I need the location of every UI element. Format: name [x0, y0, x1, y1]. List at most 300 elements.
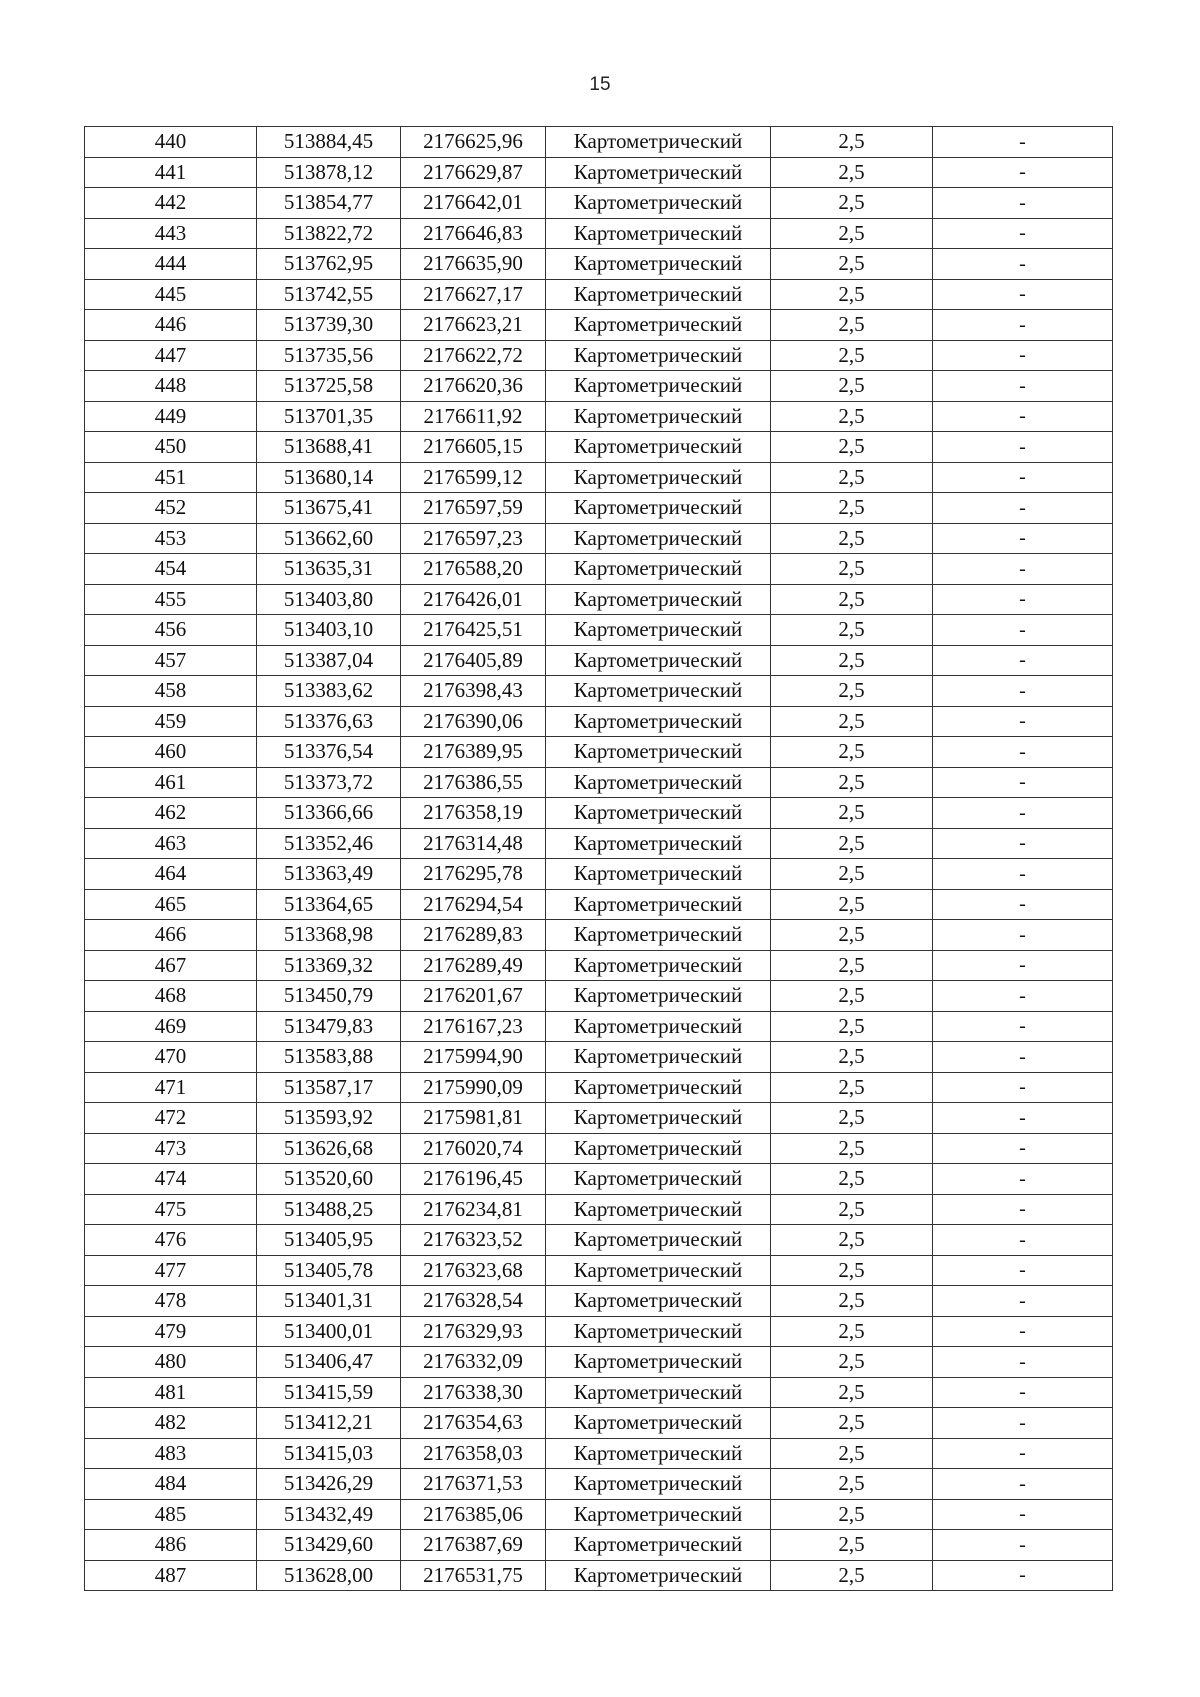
point-number-cell: 463 [85, 828, 257, 859]
y-coordinate-cell: 2176398,43 [401, 676, 546, 707]
accuracy-cell: 2,5 [771, 615, 933, 646]
note-cell: - [933, 981, 1113, 1012]
accuracy-cell: 2,5 [771, 1225, 933, 1256]
method-cell: Картометрический [546, 1194, 771, 1225]
note-cell: - [933, 1347, 1113, 1378]
note-cell: - [933, 1042, 1113, 1073]
note-cell: - [933, 340, 1113, 371]
y-coordinate-cell: 2176385,06 [401, 1499, 546, 1530]
x-coordinate-cell: 513701,35 [257, 401, 401, 432]
method-cell: Картометрический [546, 1438, 771, 1469]
point-number-cell: 450 [85, 432, 257, 463]
method-cell: Картометрический [546, 371, 771, 402]
coordinates-table-body [85, 127, 1113, 1591]
point-number-cell: 457 [85, 645, 257, 676]
accuracy-cell: 2,5 [771, 1408, 933, 1439]
x-coordinate-cell: 513387,04 [257, 645, 401, 676]
point-number-cell: 456 [85, 615, 257, 646]
point-number-cell: 470 [85, 1042, 257, 1073]
point-number-cell: 483 [85, 1438, 257, 1469]
y-coordinate-cell: 2176389,95 [401, 737, 546, 768]
point-number-cell: 467 [85, 950, 257, 981]
x-coordinate-cell: 513635,31 [257, 554, 401, 585]
x-coordinate-cell: 513680,14 [257, 462, 401, 493]
table-row [85, 249, 1113, 280]
point-number-cell: 474 [85, 1164, 257, 1195]
x-coordinate-cell: 513363,49 [257, 859, 401, 890]
y-coordinate-cell: 2176588,20 [401, 554, 546, 585]
note-cell: - [933, 462, 1113, 493]
note-cell: - [933, 493, 1113, 524]
y-coordinate-cell: 2176371,53 [401, 1469, 546, 1500]
accuracy-cell: 2,5 [771, 1316, 933, 1347]
note-cell: - [933, 1072, 1113, 1103]
table-row [85, 1011, 1113, 1042]
method-cell: Картометрический [546, 828, 771, 859]
table-row [85, 523, 1113, 554]
point-number-cell: 440 [85, 127, 257, 158]
table-row [85, 828, 1113, 859]
accuracy-cell: 2,5 [771, 523, 933, 554]
accuracy-cell: 2,5 [771, 1042, 933, 1073]
method-cell: Картометрический [546, 310, 771, 341]
method-cell: Картометрический [546, 737, 771, 768]
accuracy-cell: 2,5 [771, 1560, 933, 1591]
x-coordinate-cell: 513878,12 [257, 157, 401, 188]
method-cell: Картометрический [546, 218, 771, 249]
method-cell: Картометрический [546, 1011, 771, 1042]
method-cell: Картометрический [546, 188, 771, 219]
point-number-cell: 454 [85, 554, 257, 585]
accuracy-cell: 2,5 [771, 950, 933, 981]
table-row [85, 1072, 1113, 1103]
note-cell: - [933, 1499, 1113, 1530]
point-number-cell: 458 [85, 676, 257, 707]
method-cell: Картометрический [546, 1133, 771, 1164]
y-coordinate-cell: 2176605,15 [401, 432, 546, 463]
method-cell: Картометрический [546, 554, 771, 585]
method-cell: Картометрический [546, 1408, 771, 1439]
method-cell: Картометрический [546, 1347, 771, 1378]
point-number-cell: 473 [85, 1133, 257, 1164]
table-row [85, 1469, 1113, 1500]
y-coordinate-cell: 2176387,69 [401, 1530, 546, 1561]
note-cell: - [933, 1469, 1113, 1500]
accuracy-cell: 2,5 [771, 706, 933, 737]
method-cell: Картометрический [546, 249, 771, 280]
note-cell: - [933, 249, 1113, 280]
note-cell: - [933, 1316, 1113, 1347]
accuracy-cell: 2,5 [771, 859, 933, 890]
x-coordinate-cell: 513412,21 [257, 1408, 401, 1439]
y-coordinate-cell: 2176627,17 [401, 279, 546, 310]
x-coordinate-cell: 513429,60 [257, 1530, 401, 1561]
accuracy-cell: 2,5 [771, 401, 933, 432]
method-cell: Картометрический [546, 706, 771, 737]
y-coordinate-cell: 2176167,23 [401, 1011, 546, 1042]
accuracy-cell: 2,5 [771, 1347, 933, 1378]
note-cell: - [933, 1011, 1113, 1042]
table-row [85, 1560, 1113, 1591]
table-row [85, 1103, 1113, 1134]
point-number-cell: 460 [85, 737, 257, 768]
x-coordinate-cell: 513662,60 [257, 523, 401, 554]
note-cell: - [933, 1225, 1113, 1256]
accuracy-cell: 2,5 [771, 1530, 933, 1561]
point-number-cell: 461 [85, 767, 257, 798]
accuracy-cell: 2,5 [771, 920, 933, 951]
accuracy-cell: 2,5 [771, 1103, 933, 1134]
y-coordinate-cell: 2176623,21 [401, 310, 546, 341]
table-row [85, 157, 1113, 188]
point-number-cell: 484 [85, 1469, 257, 1500]
note-cell: - [933, 310, 1113, 341]
note-cell: - [933, 188, 1113, 219]
table-row [85, 1377, 1113, 1408]
accuracy-cell: 2,5 [771, 249, 933, 280]
point-number-cell: 475 [85, 1194, 257, 1225]
note-cell: - [933, 859, 1113, 890]
method-cell: Картометрический [546, 1042, 771, 1073]
y-coordinate-cell: 2176386,55 [401, 767, 546, 798]
accuracy-cell: 2,5 [771, 1377, 933, 1408]
note-cell: - [933, 1133, 1113, 1164]
x-coordinate-cell: 513628,00 [257, 1560, 401, 1591]
table-row [85, 340, 1113, 371]
point-number-cell: 441 [85, 157, 257, 188]
table-row [85, 1225, 1113, 1256]
y-coordinate-cell: 2176425,51 [401, 615, 546, 646]
accuracy-cell: 2,5 [771, 1438, 933, 1469]
point-number-cell: 462 [85, 798, 257, 829]
y-coordinate-cell: 2176323,68 [401, 1255, 546, 1286]
x-coordinate-cell: 513488,25 [257, 1194, 401, 1225]
x-coordinate-cell: 513426,29 [257, 1469, 401, 1500]
point-number-cell: 478 [85, 1286, 257, 1317]
x-coordinate-cell: 513415,03 [257, 1438, 401, 1469]
y-coordinate-cell: 2176642,01 [401, 188, 546, 219]
table-row [85, 1347, 1113, 1378]
x-coordinate-cell: 513368,98 [257, 920, 401, 951]
accuracy-cell: 2,5 [771, 981, 933, 1012]
note-cell: - [933, 1377, 1113, 1408]
accuracy-cell: 2,5 [771, 1499, 933, 1530]
x-coordinate-cell: 513587,17 [257, 1072, 401, 1103]
point-number-cell: 464 [85, 859, 257, 890]
note-cell: - [933, 1438, 1113, 1469]
table-row [85, 1438, 1113, 1469]
table-row [85, 401, 1113, 432]
note-cell: - [933, 218, 1113, 249]
table-row [85, 279, 1113, 310]
point-number-cell: 487 [85, 1560, 257, 1591]
accuracy-cell: 2,5 [771, 188, 933, 219]
page-number: 15 [589, 74, 611, 95]
table-row [85, 798, 1113, 829]
table-row [85, 1499, 1113, 1530]
point-number-cell: 486 [85, 1530, 257, 1561]
y-coordinate-cell: 2176314,48 [401, 828, 546, 859]
note-cell: - [933, 1560, 1113, 1591]
accuracy-cell: 2,5 [771, 279, 933, 310]
accuracy-cell: 2,5 [771, 889, 933, 920]
x-coordinate-cell: 513405,95 [257, 1225, 401, 1256]
y-coordinate-cell: 2176295,78 [401, 859, 546, 890]
x-coordinate-cell: 513626,68 [257, 1133, 401, 1164]
y-coordinate-cell: 2176329,93 [401, 1316, 546, 1347]
y-coordinate-cell: 2176629,87 [401, 157, 546, 188]
x-coordinate-cell: 513822,72 [257, 218, 401, 249]
table-row [85, 554, 1113, 585]
point-number-cell: 445 [85, 279, 257, 310]
table-row [85, 218, 1113, 249]
method-cell: Картометрический [546, 1164, 771, 1195]
accuracy-cell: 2,5 [771, 767, 933, 798]
table-row [85, 767, 1113, 798]
table-row [85, 1408, 1113, 1439]
point-number-cell: 469 [85, 1011, 257, 1042]
x-coordinate-cell: 513403,10 [257, 615, 401, 646]
table-row [85, 493, 1113, 524]
accuracy-cell: 2,5 [771, 1011, 933, 1042]
point-number-cell: 446 [85, 310, 257, 341]
x-coordinate-cell: 513383,62 [257, 676, 401, 707]
point-number-cell: 485 [85, 1499, 257, 1530]
point-number-cell: 451 [85, 462, 257, 493]
method-cell: Картометрический [546, 1225, 771, 1256]
x-coordinate-cell: 513725,58 [257, 371, 401, 402]
point-number-cell: 449 [85, 401, 257, 432]
table-row [85, 584, 1113, 615]
table-row [85, 645, 1113, 676]
note-cell: - [933, 798, 1113, 829]
method-cell: Картометрический [546, 157, 771, 188]
y-coordinate-cell: 2176597,23 [401, 523, 546, 554]
point-number-cell: 471 [85, 1072, 257, 1103]
note-cell: - [933, 371, 1113, 402]
note-cell: - [933, 1194, 1113, 1225]
table-row [85, 310, 1113, 341]
y-coordinate-cell: 2176358,19 [401, 798, 546, 829]
method-cell: Картометрический [546, 1255, 771, 1286]
note-cell: - [933, 706, 1113, 737]
accuracy-cell: 2,5 [771, 676, 933, 707]
table-row [85, 706, 1113, 737]
point-number-cell: 472 [85, 1103, 257, 1134]
table-row [85, 981, 1113, 1012]
accuracy-cell: 2,5 [771, 1286, 933, 1317]
point-number-cell: 448 [85, 371, 257, 402]
x-coordinate-cell: 513742,55 [257, 279, 401, 310]
table-row [85, 371, 1113, 402]
point-number-cell: 455 [85, 584, 257, 615]
table-row [85, 1255, 1113, 1286]
note-cell: - [933, 615, 1113, 646]
y-coordinate-cell: 2175990,09 [401, 1072, 546, 1103]
x-coordinate-cell: 513364,65 [257, 889, 401, 920]
point-number-cell: 466 [85, 920, 257, 951]
y-coordinate-cell: 2176332,09 [401, 1347, 546, 1378]
x-coordinate-cell: 513583,88 [257, 1042, 401, 1073]
x-coordinate-cell: 513479,83 [257, 1011, 401, 1042]
table-row [85, 950, 1113, 981]
point-number-cell: 442 [85, 188, 257, 219]
y-coordinate-cell: 2176201,67 [401, 981, 546, 1012]
method-cell: Картометрический [546, 676, 771, 707]
method-cell: Картометрический [546, 767, 771, 798]
table-row [85, 432, 1113, 463]
table-row [85, 859, 1113, 890]
y-coordinate-cell: 2176294,54 [401, 889, 546, 920]
accuracy-cell: 2,5 [771, 127, 933, 158]
x-coordinate-cell: 513450,79 [257, 981, 401, 1012]
y-coordinate-cell: 2176622,72 [401, 340, 546, 371]
x-coordinate-cell: 513405,78 [257, 1255, 401, 1286]
note-cell: - [933, 676, 1113, 707]
accuracy-cell: 2,5 [771, 1255, 933, 1286]
x-coordinate-cell: 513373,72 [257, 767, 401, 798]
table-row [85, 889, 1113, 920]
method-cell: Картометрический [546, 523, 771, 554]
x-coordinate-cell: 513735,56 [257, 340, 401, 371]
y-coordinate-cell: 2176426,01 [401, 584, 546, 615]
y-coordinate-cell: 2176354,63 [401, 1408, 546, 1439]
table-row [85, 920, 1113, 951]
note-cell: - [933, 554, 1113, 585]
x-coordinate-cell: 513762,95 [257, 249, 401, 280]
accuracy-cell: 2,5 [771, 798, 933, 829]
x-coordinate-cell: 513406,47 [257, 1347, 401, 1378]
table-row [85, 1042, 1113, 1073]
method-cell: Картометрический [546, 1560, 771, 1591]
note-cell: - [933, 401, 1113, 432]
table-row [85, 1286, 1113, 1317]
table-row [85, 1133, 1113, 1164]
note-cell: - [933, 645, 1113, 676]
method-cell: Картометрический [546, 401, 771, 432]
coordinates-table [84, 126, 1113, 1591]
accuracy-cell: 2,5 [771, 340, 933, 371]
x-coordinate-cell: 513688,41 [257, 432, 401, 463]
y-coordinate-cell: 2176620,36 [401, 371, 546, 402]
accuracy-cell: 2,5 [771, 554, 933, 585]
accuracy-cell: 2,5 [771, 1133, 933, 1164]
y-coordinate-cell: 2176289,83 [401, 920, 546, 951]
note-cell: - [933, 1255, 1113, 1286]
method-cell: Картометрический [546, 1469, 771, 1500]
table-row [85, 188, 1113, 219]
method-cell: Картометрический [546, 127, 771, 158]
point-number-cell: 477 [85, 1255, 257, 1286]
accuracy-cell: 2,5 [771, 1164, 933, 1195]
point-number-cell: 482 [85, 1408, 257, 1439]
y-coordinate-cell: 2176289,49 [401, 950, 546, 981]
point-number-cell: 479 [85, 1316, 257, 1347]
table-row [85, 1164, 1113, 1195]
y-coordinate-cell: 2176390,06 [401, 706, 546, 737]
note-cell: - [933, 950, 1113, 981]
accuracy-cell: 2,5 [771, 737, 933, 768]
accuracy-cell: 2,5 [771, 1469, 933, 1500]
method-cell: Картометрический [546, 615, 771, 646]
accuracy-cell: 2,5 [771, 1072, 933, 1103]
x-coordinate-cell: 513884,45 [257, 127, 401, 158]
method-cell: Картометрический [546, 462, 771, 493]
note-cell: - [933, 1103, 1113, 1134]
note-cell: - [933, 920, 1113, 951]
note-cell: - [933, 157, 1113, 188]
note-cell: - [933, 737, 1113, 768]
method-cell: Картометрический [546, 1103, 771, 1134]
method-cell: Картометрический [546, 279, 771, 310]
note-cell: - [933, 127, 1113, 158]
x-coordinate-cell: 513520,60 [257, 1164, 401, 1195]
method-cell: Картометрический [546, 1072, 771, 1103]
point-number-cell: 453 [85, 523, 257, 554]
point-number-cell: 447 [85, 340, 257, 371]
y-coordinate-cell: 2176328,54 [401, 1286, 546, 1317]
y-coordinate-cell: 2176646,83 [401, 218, 546, 249]
table-row [85, 462, 1113, 493]
note-cell: - [933, 1164, 1113, 1195]
method-cell: Картометрический [546, 950, 771, 981]
method-cell: Картометрический [546, 340, 771, 371]
accuracy-cell: 2,5 [771, 645, 933, 676]
note-cell: - [933, 828, 1113, 859]
y-coordinate-cell: 2175994,90 [401, 1042, 546, 1073]
note-cell: - [933, 279, 1113, 310]
accuracy-cell: 2,5 [771, 828, 933, 859]
y-coordinate-cell: 2176234,81 [401, 1194, 546, 1225]
accuracy-cell: 2,5 [771, 493, 933, 524]
accuracy-cell: 2,5 [771, 432, 933, 463]
table-row [85, 1316, 1113, 1347]
method-cell: Картометрический [546, 493, 771, 524]
method-cell: Картометрический [546, 1286, 771, 1317]
method-cell: Картометрический [546, 645, 771, 676]
x-coordinate-cell: 513675,41 [257, 493, 401, 524]
method-cell: Картометрический [546, 1377, 771, 1408]
y-coordinate-cell: 2176338,30 [401, 1377, 546, 1408]
note-cell: - [933, 584, 1113, 615]
y-coordinate-cell: 2176599,12 [401, 462, 546, 493]
y-coordinate-cell: 2176611,92 [401, 401, 546, 432]
y-coordinate-cell: 2176358,03 [401, 1438, 546, 1469]
x-coordinate-cell: 513854,77 [257, 188, 401, 219]
point-number-cell: 452 [85, 493, 257, 524]
point-number-cell: 480 [85, 1347, 257, 1378]
accuracy-cell: 2,5 [771, 310, 933, 341]
x-coordinate-cell: 513593,92 [257, 1103, 401, 1134]
y-coordinate-cell: 2176635,90 [401, 249, 546, 280]
point-number-cell: 459 [85, 706, 257, 737]
method-cell: Картометрический [546, 584, 771, 615]
method-cell: Картометрический [546, 432, 771, 463]
accuracy-cell: 2,5 [771, 218, 933, 249]
note-cell: - [933, 1408, 1113, 1439]
accuracy-cell: 2,5 [771, 584, 933, 615]
x-coordinate-cell: 513403,80 [257, 584, 401, 615]
y-coordinate-cell: 2176323,52 [401, 1225, 546, 1256]
method-cell: Картометрический [546, 859, 771, 890]
table-row [85, 615, 1113, 646]
point-number-cell: 443 [85, 218, 257, 249]
point-number-cell: 481 [85, 1377, 257, 1408]
accuracy-cell: 2,5 [771, 462, 933, 493]
table-row [85, 676, 1113, 707]
point-number-cell: 465 [85, 889, 257, 920]
y-coordinate-cell: 2176196,45 [401, 1164, 546, 1195]
